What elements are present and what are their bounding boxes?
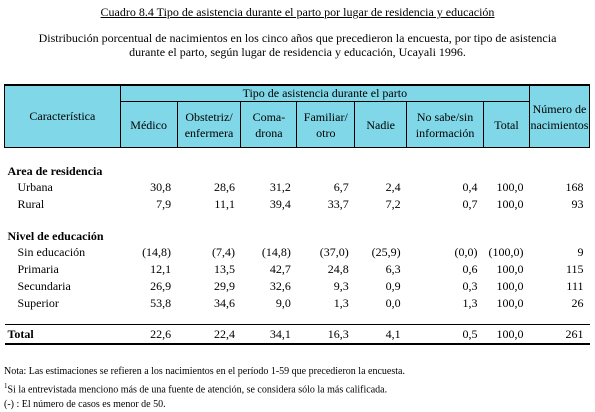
footnote-text: Si la entrevistada menciono más de una fuente de atención, se considera sólo la más calificada.	[7, 384, 388, 396]
cell: 1,3	[333, 296, 349, 310]
header-col-3: Familiar/ otro	[297, 102, 355, 148]
cell: 1,3	[462, 296, 478, 310]
cell: 34,1	[241, 325, 297, 345]
table-row	[5, 261, 590, 278]
table-row	[5, 196, 590, 213]
cell: 32,6	[269, 279, 291, 293]
cell: 0,0	[385, 296, 401, 310]
row-label: Superior	[17, 296, 59, 310]
cell: 22,6	[120, 325, 177, 345]
cell: 22,4	[177, 325, 241, 345]
row-label: Rural	[17, 197, 45, 211]
cell: 100,0	[496, 197, 524, 211]
cell: (37,0)	[319, 245, 349, 259]
cell: (7,4)	[211, 245, 235, 259]
cell: 100,0	[496, 296, 524, 310]
table-row	[5, 278, 590, 295]
row-label: Urbana	[17, 180, 53, 194]
cell: 16,3	[297, 325, 355, 345]
section-heading: Nivel de educación	[7, 229, 104, 243]
cell: 26,9	[150, 279, 172, 293]
cell: 33,7	[327, 197, 349, 211]
note-line: (-) : El número de casos es menor de 50.	[4, 399, 166, 411]
table-title: Cuadro 8.4 Tipo de asistencia durante el parto por lugar de residencia y educación	[100, 5, 495, 19]
cell: 2,4	[385, 180, 401, 194]
cell: 24,8	[327, 262, 349, 276]
cell: 100,0	[484, 325, 530, 345]
cell: 28,6	[213, 180, 235, 194]
table-body	[5, 148, 590, 350]
total-label: Total	[5, 325, 121, 345]
table-subtitle: Distribución porcentual de nacimientos en los cinco años que precedieron la encuesta, por tipo de asistencia durante el parto, según lugar de residencia y educación, Ucayali 1996.	[38, 31, 557, 59]
cell: 7,2	[385, 197, 401, 211]
cell: (0,0)	[454, 245, 478, 259]
cell: 9	[577, 245, 584, 259]
cell: 100,0	[496, 180, 524, 194]
header-col-2: Coma- drona	[241, 102, 297, 148]
cell: 12,1	[150, 262, 172, 276]
header-characteristic: Característica	[5, 85, 121, 148]
cell: 0,6	[462, 262, 478, 276]
cell: 115	[565, 262, 584, 276]
cell: (14,8)	[261, 245, 291, 259]
cell: 29,9	[213, 279, 235, 293]
cell: 6,7	[333, 180, 349, 194]
cell: 34,6	[213, 296, 235, 310]
row-label: Sin educación	[17, 245, 86, 259]
cell: 9,0	[275, 296, 291, 310]
cell: 111	[566, 279, 584, 293]
row-label: Secundaria	[17, 279, 71, 293]
cell: 13,5	[213, 262, 235, 276]
note-line: Nota: Las estimaciones se refieren a los nacimientos en el período 1-59 que precedieron la encuesta.	[4, 366, 405, 377]
cell: 0,5	[407, 325, 484, 345]
cell: 9,3	[333, 279, 349, 293]
total-row	[5, 325, 590, 345]
header-col-6: Total	[484, 102, 530, 148]
cell: 0,4	[462, 180, 478, 194]
cell: 168	[565, 180, 584, 194]
cell: 11,1	[214, 197, 235, 211]
cell: 93	[571, 197, 584, 211]
cell: (100,0)	[488, 245, 524, 259]
header-group: Tipo de asistencia durante el parto	[120, 85, 529, 102]
table-notes	[4, 364, 590, 412]
header-col-0: Médico	[120, 102, 177, 148]
header-col-4: Nadie	[355, 102, 407, 148]
section-heading: Area de residencia	[7, 164, 103, 178]
cell: 30,8	[150, 180, 172, 194]
cell: 100,0	[496, 279, 524, 293]
cell: 42,7	[269, 262, 291, 276]
table-row	[5, 295, 590, 312]
footnote-mark: 1	[4, 382, 8, 390]
row-label: Primaria	[17, 262, 59, 276]
cell: 26	[571, 296, 584, 310]
table-row	[5, 244, 590, 261]
cell: (25,9)	[371, 245, 401, 259]
cell: (14,8)	[142, 245, 172, 259]
cell: 4,1	[355, 325, 407, 345]
cell: 53,8	[150, 296, 172, 310]
cell: 31,2	[269, 180, 291, 194]
header-col-1: Obstetriz/ enfermera	[177, 102, 241, 148]
header-col-5: No sabe/sin información	[407, 102, 484, 148]
note-line	[4, 379, 590, 397]
table-row	[5, 179, 590, 196]
cell: 39,4	[269, 197, 291, 211]
cell: 6,3	[385, 262, 401, 276]
cell: 7,9	[156, 197, 172, 211]
cell: 100,0	[496, 262, 524, 276]
cell: 0,9	[385, 279, 401, 293]
cell: 0,7	[462, 197, 478, 211]
header-birth-count: Número de nacimientos	[529, 85, 589, 148]
data-table	[4, 84, 590, 349]
cell: 0,3	[462, 279, 478, 293]
cell: 261	[529, 325, 589, 345]
